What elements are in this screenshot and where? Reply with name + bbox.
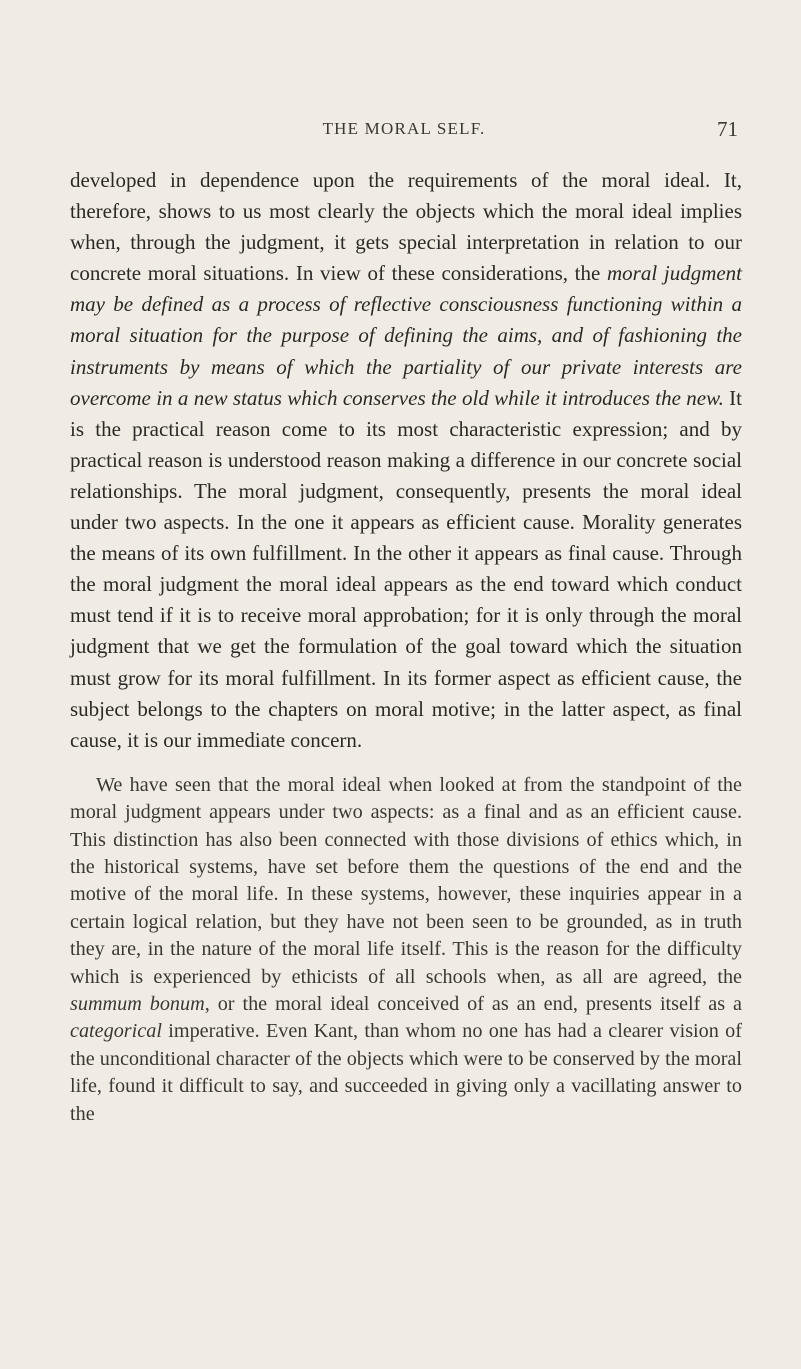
page-number: 71	[717, 117, 738, 141]
paragraph-1-definition-italic: moral judgment may be defined as a process of reflective consciousness functioning within a moral situation for the purpose of defining the aims, and of fashioning the instruments by means of which the partiality of our private interests are overcome in a new status which conserves the old while it introduces the new.	[70, 261, 743, 410]
paragraph-1-text-a: developed in dependence upon the requirements of the moral ideal. It, therefore, shows to us most clearly the objects which the moral ideal implies when, through the judgment, it gets special interpretation in relation to our concrete moral situations. In view of these considerations, the	[70, 168, 742, 286]
categorical-italic: categorical	[70, 1020, 162, 1043]
paragraph-1	[70, 165, 742, 756]
paragraph-2-text-c: imperative. Even Kant, than whom no one has had a clearer vision of the unconditional character of the objects which were to be conserved by the moral life, found it difficult to say, and succeeded in giving only a vacillating answer to the	[70, 1020, 742, 1125]
body-text	[70, 165, 742, 1128]
paragraph-2-text-b: , or the moral ideal conceived of as an end, presents itself as a	[204, 993, 742, 1016]
paragraph-1-text-b: It is the practical reason come to its most characteristic expression; and by practical reason is understood reason making a difference in our concrete social relationships. The moral judgment, consequently, presents the moral ideal under two aspects. In the one it appears as efficient cause. Morality generates the means of its own fulfillment. In the other it appears as final cause. Through the moral judgment the moral ideal appears as the end toward which conduct must tend if it is to receive moral approbation; for it is only through the moral judgment that we get the formulation of the goal toward which the situation must grow for its moral fulfillment. In its former aspect as efficient cause, the subject belongs to the chapters on moral motive; in the latter aspect, as final cause, it is our immediate concern.	[70, 385, 743, 752]
summum-bonum-italic: summum bonum	[70, 993, 205, 1016]
paragraph-2	[70, 772, 742, 1128]
running-head	[70, 119, 738, 143]
running-title: THE MORAL SELF.	[322, 119, 486, 138]
paragraph-2-text-a: We have seen that the moral ideal when looked at from the standpoint of the moral judgment appears under two aspects: as a final and as an efficient cause. This distinction has also been connected with those divisions of ethics which, in the historical systems, have set before them the questions of the end and the motive of the moral life. In these systems, however, these inquiries appear in a certain logical relation, but they have not been seen to be grounded, as in truth they are, in the nature of the moral life itself. This is the reason for the difficulty which is experienced by ethicists of all schools when, as all are agreed, the	[70, 773, 742, 988]
